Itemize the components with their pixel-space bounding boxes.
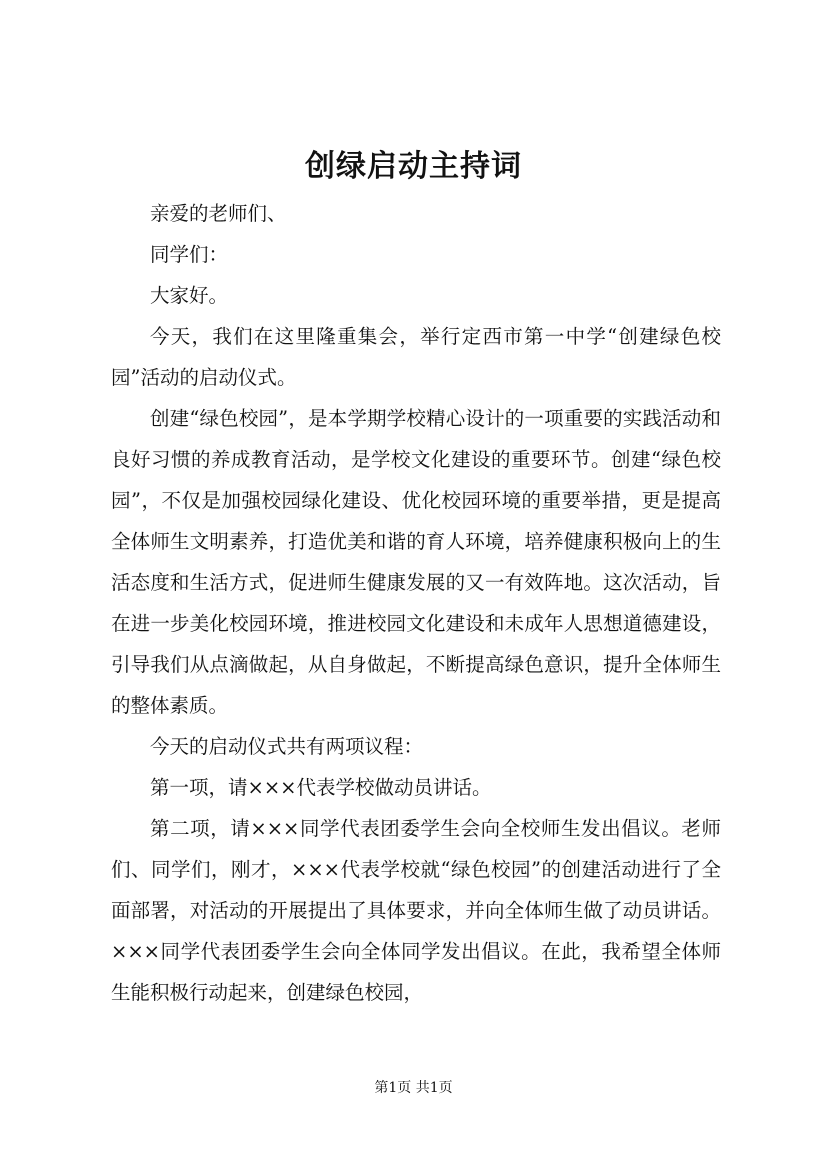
paragraph-agenda-item-1: 第一项，请×××代表学校做动员讲话。 [150, 776, 492, 799]
document-body [111, 193, 721, 1013]
paragraph-opening: 今天，我们在这里隆重集会，举行定西市第一中学“创建绿色校园”活动的启动仪式。 [111, 325, 721, 389]
paragraph-agenda-item-2: 第二项，请×××同学代表团委学生会向全校师生发出倡议。老师们、同学们，刚才，×××代表学校就“绿色校园”的创建活动进行了全面部署，对活动的开展提出了具体要求，并向全体师生做了动员讲话。×××同学代表团委学生会向全体同学发出倡议。在此，我希望全体师生能积极行动起来，创建绿色校园， [111, 817, 721, 1004]
paragraph-purpose: 创建“绿色校园”，是本学期学校精心设计的一项重要的实践活动和良好习惯的养成教育活动，是学校文化建设的重要环节。创建“绿色校园”，不仅是加强校园绿化建设、优化校园环境的重要举措，更是提高全体师生文明素养，打造优美和谐的育人环境，培养健康积极向上的生活态度和生活方式，促进师生健康发展的又一有效阵地。这次活动，旨在进一步美化校园环境，推进校园文化建设和未成年人思想道德建设，引导我们从点滴做起，从自身做起，不断提高绿色意识，提升全体师生的整体素质。 [111, 407, 721, 717]
salutation-students: 同学们： [150, 243, 229, 266]
greeting: 大家好。 [150, 284, 229, 307]
page-footer: 第1页 共1页 [374, 1080, 453, 1096]
paragraph-agenda-intro: 今天的启动仪式共有两项议程： [150, 735, 424, 758]
salutation-teachers: 亲爱的老师们、 [150, 202, 287, 225]
document-title: 创绿启动主持词 [305, 149, 522, 184]
